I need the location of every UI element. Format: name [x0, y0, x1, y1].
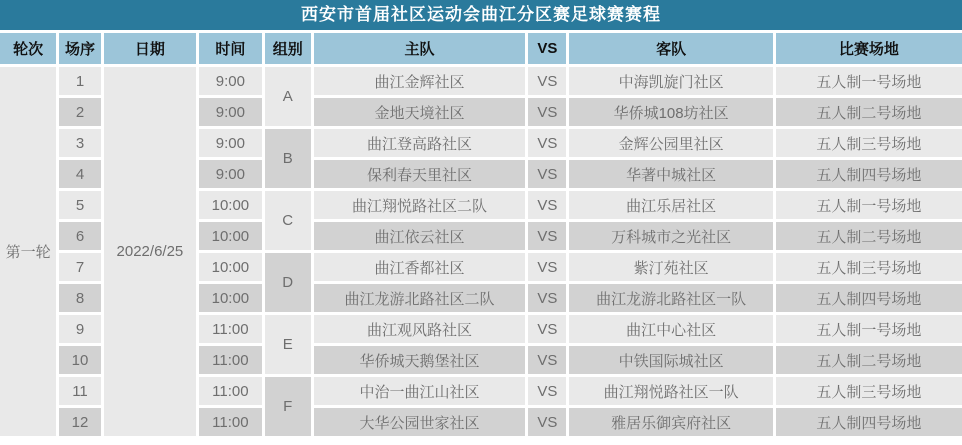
- date-cell: 2022/6/25: [104, 67, 197, 436]
- venue-cell: 五人制一号场地: [776, 67, 962, 95]
- group-cell: F: [265, 377, 311, 436]
- home-team-cell: 曲江香都社区: [314, 253, 525, 281]
- header-row: [0, 33, 962, 64]
- match-no-cell: 4: [59, 160, 100, 188]
- away-team-cell: 曲江翔悦路社区一队: [569, 377, 772, 405]
- round-cell: 第一轮: [0, 67, 56, 436]
- match-no-cell: 9: [59, 315, 100, 343]
- home-team-cell: 大华公园世家社区: [314, 408, 525, 436]
- vs-cell: VS: [528, 346, 566, 374]
- vs-cell: VS: [528, 284, 566, 312]
- away-team-cell: 曲江龙游北路社区一队: [569, 284, 772, 312]
- venue-cell: 五人制二号场地: [776, 222, 962, 250]
- match-no-cell: 8: [59, 284, 100, 312]
- time-cell: 9:00: [199, 67, 261, 95]
- match-no-cell: 12: [59, 408, 100, 436]
- home-team-cell: 曲江观风路社区: [314, 315, 525, 343]
- venue-cell: 五人制二号场地: [776, 98, 962, 126]
- vs-cell: VS: [528, 222, 566, 250]
- venue-cell: 五人制三号场地: [776, 129, 962, 157]
- home-team-cell: 中治一曲江山社区: [314, 377, 525, 405]
- time-cell: 10:00: [199, 253, 261, 281]
- venue-cell: 五人制三号场地: [776, 253, 962, 281]
- venue-cell: 五人制四号场地: [776, 284, 962, 312]
- away-team-cell: 中海凯旋门社区: [569, 67, 772, 95]
- schedule-body: [0, 67, 962, 436]
- home-team-cell: 曲江登高路社区: [314, 129, 525, 157]
- page-title: 西安市首届社区运动会曲江分区赛足球赛赛程: [0, 0, 962, 30]
- venue-cell: 五人制一号场地: [776, 191, 962, 219]
- match-no-cell: 7: [59, 253, 100, 281]
- vs-cell: VS: [528, 377, 566, 405]
- col-header-away: 客队: [569, 33, 772, 64]
- away-team-cell: 金辉公园里社区: [569, 129, 772, 157]
- venue-cell: 五人制二号场地: [776, 346, 962, 374]
- away-team-cell: 紫汀苑社区: [569, 253, 772, 281]
- match-no-cell: 3: [59, 129, 100, 157]
- schedule-table: [0, 27, 962, 439]
- time-cell: 9:00: [199, 129, 261, 157]
- away-team-cell: 华著中城社区: [569, 160, 772, 188]
- home-team-cell: 曲江金辉社区: [314, 67, 525, 95]
- group-cell: C: [265, 191, 311, 250]
- col-header-round: 轮次: [0, 33, 56, 64]
- home-team-cell: 曲江龙游北路社区二队: [314, 284, 525, 312]
- match-no-cell: 5: [59, 191, 100, 219]
- away-team-cell: 雅居乐御宾府社区: [569, 408, 772, 436]
- venue-cell: 五人制四号场地: [776, 408, 962, 436]
- vs-cell: VS: [528, 98, 566, 126]
- venue-cell: 五人制四号场地: [776, 160, 962, 188]
- home-team-cell: 华侨城天鹅堡社区: [314, 346, 525, 374]
- home-team-cell: 金地天境社区: [314, 98, 525, 126]
- col-header-time: 时间: [199, 33, 261, 64]
- time-cell: 9:00: [199, 98, 261, 126]
- time-cell: 10:00: [199, 222, 261, 250]
- home-team-cell: 曲江翔悦路社区二队: [314, 191, 525, 219]
- time-cell: 11:00: [199, 377, 261, 405]
- vs-cell: VS: [528, 160, 566, 188]
- venue-cell: 五人制三号场地: [776, 377, 962, 405]
- col-header-home: 主队: [314, 33, 525, 64]
- away-team-cell: 曲江中心社区: [569, 315, 772, 343]
- away-team-cell: 中铁国际城社区: [569, 346, 772, 374]
- group-cell: A: [265, 67, 311, 126]
- col-header-venue: 比赛场地: [776, 33, 962, 64]
- home-team-cell: 曲江依云社区: [314, 222, 525, 250]
- time-cell: 10:00: [199, 191, 261, 219]
- time-cell: 10:00: [199, 284, 261, 312]
- col-header-date: 日期: [104, 33, 197, 64]
- match-no-cell: 1: [59, 67, 100, 95]
- vs-cell: VS: [528, 129, 566, 157]
- vs-cell: VS: [528, 253, 566, 281]
- col-header-vs: VS: [528, 33, 566, 64]
- away-team-cell: 曲江乐居社区: [569, 191, 772, 219]
- vs-cell: VS: [528, 191, 566, 219]
- match-no-cell: 11: [59, 377, 100, 405]
- away-team-cell: 华侨城108坊社区: [569, 98, 772, 126]
- home-team-cell: 保利春天里社区: [314, 160, 525, 188]
- vs-cell: VS: [528, 315, 566, 343]
- group-cell: D: [265, 253, 311, 312]
- time-cell: 11:00: [199, 315, 261, 343]
- time-cell: 9:00: [199, 160, 261, 188]
- venue-cell: 五人制一号场地: [776, 315, 962, 343]
- col-header-match-no: 场序: [59, 33, 100, 64]
- time-cell: 11:00: [199, 408, 261, 436]
- time-cell: 11:00: [199, 346, 261, 374]
- vs-cell: VS: [528, 408, 566, 436]
- match-no-cell: 10: [59, 346, 100, 374]
- col-header-group: 组别: [265, 33, 311, 64]
- away-team-cell: 万科城市之光社区: [569, 222, 772, 250]
- group-cell: B: [265, 129, 311, 188]
- match-row: [0, 67, 962, 95]
- group-cell: E: [265, 315, 311, 374]
- match-no-cell: 2: [59, 98, 100, 126]
- vs-cell: VS: [528, 67, 566, 95]
- match-no-cell: 6: [59, 222, 100, 250]
